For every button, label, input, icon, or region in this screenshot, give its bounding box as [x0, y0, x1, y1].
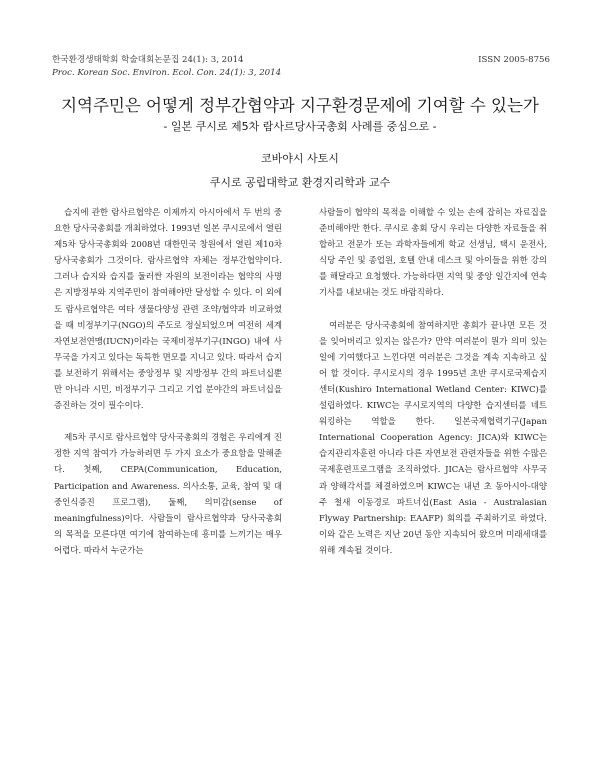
- paragraph: 습지에 관한 람사르협약은 이제까지 아시아에서 두 번의 중요한 당사국총회를 개최하였다. 1993년 일본 쿠시로에서 열린 제5차 당사국총회와 2008년 대한민국 창원에서 열린 제10차 당사국총회가 그것이다. 람사르협약 자체는 정부간협약이다. 그러나 습지와 습지를 둘러싼 자원의 보전이라는 협약의 사명은 지방정부와 지역주민이 참여해야만 달성할 수 있다. 이 외에도 람사르협약은 여타 생물다양성 관련 조약/협약과 비교하였을 때 비정부기구(NGO)의 주도로 정실되었으며 여전히 세계자연보전연맹(IUCN)이라는 국제비정부기구(INGO) 내에 사무국을 가지고 있다는 독특한 면모를 지니고 있다. 따라서 습지를 보전하기 위해서는 중앙정부 및 지방정부 간의 파트너십뿐만 아니라 시민, 비정부기구 그리고 기업 분야간의 파트너십을 증진하는 것이 필수이다.: [54, 207, 282, 411]
- paragraph: 제5차 쿠시로 람사르협약 당사국총회의 경험은 우리에게 진정한 지역 참여가 가능하려면 두 가지 요소가 중요함을 말해준다. 첫째, CEPA(Communication, Education, Participation and Awareness. 의사소통, 교육, 참여 및 대중인식증진 프로그램), 둘째, 의미감(sense of meaningfulness)이다. 사람들이 람사르협약과 당사국총회의 목적을 모른다면 여기에 참여하는데 흥미를 느끼기는 매우 어렵다. 따라서 누군가는: [54, 432, 282, 555]
- issn: ISSN 2005-8756: [478, 55, 550, 65]
- body-column-right: [319, 204, 547, 558]
- running-header: [52, 54, 550, 80]
- paper-title: 지역주민은 어떻게 정부간협약과 지구환경문제에 기여할 수 있는가: [61, 96, 539, 115]
- journal-citation-korean: 한국환경생태학회 학술대회논문집 24(1): 3, 2014: [52, 55, 244, 65]
- paper-subtitle: - 일본 쿠시로 제5차 람사르당사국총회 사례를 중심으로 -: [163, 120, 437, 133]
- author-name: 코바야시 사토시: [261, 152, 339, 165]
- paragraph: 여러분은 당사국총회에 참여하지만 총회가 끝나면 모든 것을 잊어버리고 있지는 않은가? 만약 여러분이 뭔가 의미 있는 일에 기여했다고 느낀다면 여러분은 그것을 계속 지속하고 싶어 할 것이다. 쿠시로시의 경우 1995년 초반 쿠시로국제습지센터(Kushiro International Wetland Center: KIWC)를 설립하였다. KIWC는 쿠시로지역의 다양한 습지센터를 네트워킹하는 역할을 한다. 일본국제협력기구(Japan International Cooperation Agency: JICA)와 KIWC는 습지관리자훈련 아니라 다른 자연보전 관련자들을 위한 수많은 국제훈련프로그램을 조직하였다. JICA는 람사르협약 사무국과 양해각서를 체결하였으며 KIWC는 내년 초 동아시아-대양주 철새 이동경로 파트너십(East Asia - Australasian Flyway Partnership: EAAFP) 회의를 주최하기로 하였다. 이와 같은 노력은 지난 20년 동안 지속되어 왔으며 미래세대를 위해 계속될 것이다.: [319, 319, 548, 555]
- body-column-left: [54, 204, 282, 558]
- author-affiliation: 쿠시로 공립대학교 환경지리학과 교수: [209, 176, 391, 189]
- journal-citation-english: Proc. Korean Soc. Environ. Ecol. Con. 24(1): 3, 2014: [52, 68, 282, 78]
- paragraph: 사람들이 협약의 목적을 이해할 수 있는 손에 잡히는 자료집을 준비해야만 한다. 쿠시로 총회 당시 우리는 다양한 자료들을 취합하고 전문가 또는 과학자들에게 학교 선생님, 택시 운전사, 식당 주인 및 종업원, 호텔 안내 데스크 및 아이들을 위한 강의를 해달라고 요청했다. 가능하다면 지역 및 중앙 일간지에 연속 기사를 내보내는 것도 바람직하다.: [319, 207, 547, 298]
